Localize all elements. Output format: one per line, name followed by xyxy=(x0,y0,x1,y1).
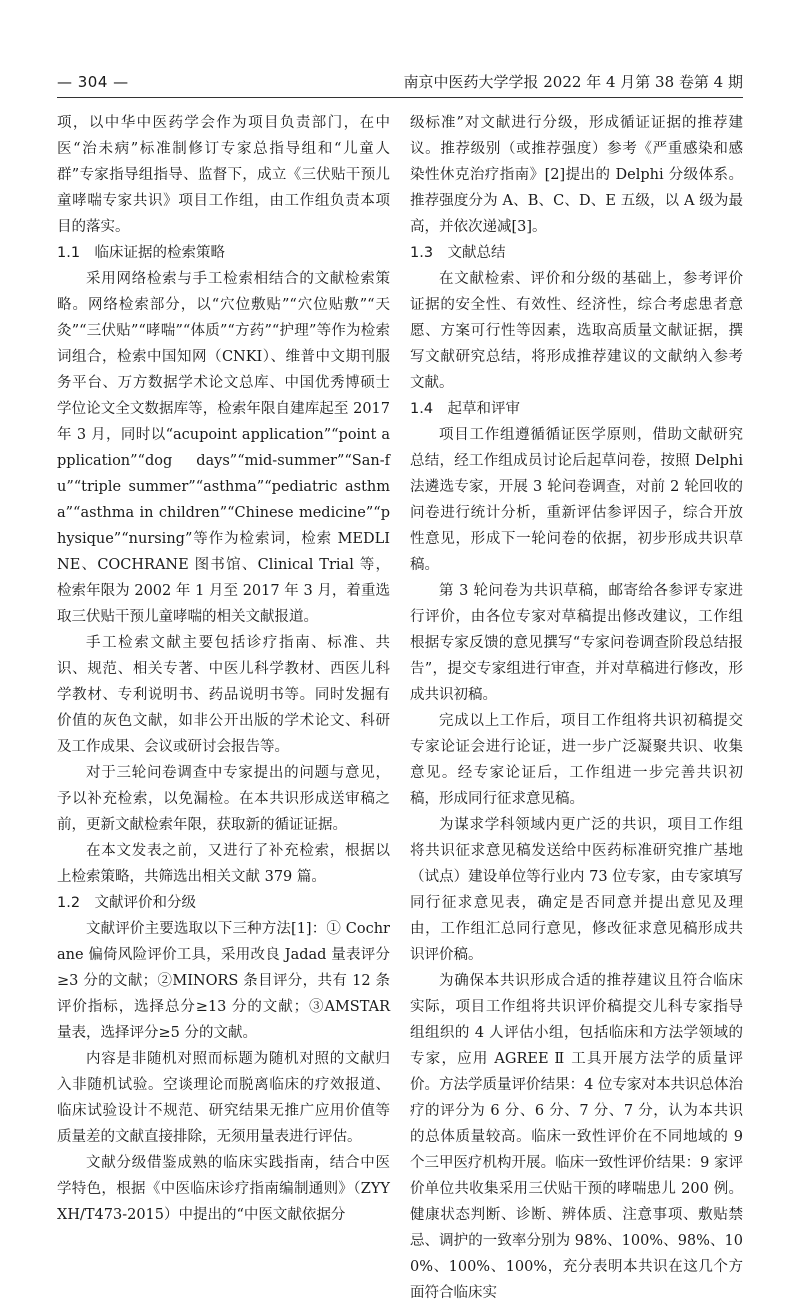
paragraph: 在文献检索、评价和分级的基础上，参考评价证据的安全性、有效性、经济性，综合考虑患者意愿、方案可行性等因素，选取高质量文献证据，撰写文献研究总结，将形成推荐建议的文献纳入参考文献。 xyxy=(410,271,743,391)
paragraph: 文献评价主要选取以下三种方法[1]：① Cochrane 偏倚风险评价工具，采用改良 Jadad 量表评分≥3 分的文献；②MINORS 条目评分，共有 12 条评价指标，选择总分≥13 分的文献；③AMSTAR 量表，选择评分≥5 分的文献。 xyxy=(57,921,390,1041)
paragraph: 级标准”对文献进行分级，形成循证证据的推荐建议。推荐级别（或推荐强度）参考《严重感染和感染性休克治疗指南》[2]提出的 Delphi 分级体系。推荐强度分为 A、B、C、D、E 五级，以 A 级为最高，并依次递减[3]。 xyxy=(410,115,743,235)
paragraph: 为确保本共识形成合适的推荐建议且符合临床实际，项目工作组将共识评价稿提交儿科专家指导组组织的 4 人评估小组，包括临床和方法学领域的专家，应用 AGREE Ⅱ 工具开展方法学的质量评价。方法学质量评价结果：4 位专家对本共识总体治疗的评分为 6 分、6 分、7 分、7 分，认为本共识的总体质量较高。临床一致性评价在不同地域的 9 个三甲医疗机构开展。临床一致性评价结果：9 家评价单位共收集采用三伏贴干预的哮喘患儿 200 例。健康状态判断、诊断、辨体质、注意事项、敷贴禁忌、调护的一致率分别为 98%、100%、98%、100%、100%、100%，充分表明本共识在这几个方面符合临床实 xyxy=(410,973,743,1301)
paragraph: 项，以中华中医药学会作为项目负责部门，在中医“治未病”标准制修订专家总指导组和“儿童人群”专家指导组指导、监督下，成立《三伏贴干预儿童哮喘专家共识》项目工作组，由工作组负责本项目的落实。 xyxy=(57,115,390,235)
section-heading: 1.4 起草和评审 xyxy=(410,401,521,417)
section-heading: 1.3 文献总结 xyxy=(410,245,506,261)
section-heading: 1.1 临床证据的检索策略 xyxy=(57,245,226,261)
paragraph: 完成以上工作后，项目工作组将共识初稿提交专家论证会进行论证，进一步广泛凝聚共识、收集意见。经专家论证后，工作组进一步完善共识初稿，形成同行征求意见稿。 xyxy=(410,713,743,807)
paragraph: 第 3 轮问卷为共识草稿，邮寄给各参评专家进行评价，由各位专家对草稿提出修改建议，工作组根据专家反馈的意见撰写“专家问卷调查阶段总结报告”，提交专家组进行审查，并对草稿进行修改，形成共识初稿。 xyxy=(410,583,743,703)
body-columns xyxy=(57,110,743,1301)
paragraph: 采用网络检索与手工检索相结合的文献检索策略。网络检索部分，以“穴位敷贴”“穴位贴敷”“天灸”“三伏贴”“哮喘”“体质”“方药”“护理”等作为检索词组合，检索中国知网（CNKI）、维普中文期刊服务平台、万方数据学术论文总库、中国优秀博硕士学位论文全文数据库等，检索年限自建库起至 2017 年 3 月，同时以“acupoint application”“point application”“dog days”“mid-summer”“San-fu”“triple summer”“asthma”“pediatric asthma”“asthma in children”“Chinese medicine”“physique”“nursing”等作为检索词，检索 MEDLINE、COCHRANE 图书馆、Clinical Trial 等，检索年限为 2002 年 1 月至 2017 年 3 月，着重选取三伏贴干预儿童哮喘的相关文献报道。 xyxy=(57,271,390,625)
paragraph: 项目工作组遵循循证医学原则，借助文献研究总结，经工作组成员讨论后起草问卷，按照 Delphi 法遴选专家，开展 3 轮问卷调查，对前 2 轮回收的问卷进行统计分析，重新评估参评因子，综合开放性意见，形成下一轮问卷的依据，初步形成共识草稿。 xyxy=(410,427,743,573)
paragraph: 为谋求学科领域内更广泛的共识，项目工作组将共识征求意见稿发送给中医药标准研究推广基地（试点）建设单位等行业内 73 位专家，由专家填写同行征求意见表，确定是否同意并提出意见及理由，工作组汇总同行意见，修改征求意见稿形成共识评价稿。 xyxy=(410,817,743,963)
paragraph: 对于三轮问卷调查中专家提出的问题与意见，予以补充检索，以免漏检。在本共识形成送审稿之前，更新文献检索年限，获取新的循证证据。 xyxy=(57,765,390,833)
paragraph: 手工检索文献主要包括诊疗指南、标准、共识、规范、相关专著、中医儿科学教材、西医儿科学教材、专利说明书、药品说明书等。同时发掘有价值的灰色文献，如非公开出版的学术论文、科研及工作成果、会议或研讨会报告等。 xyxy=(57,635,390,755)
journal-title: 南京中医药大学学报 2022 年 4 月第 38 卷第 4 期 xyxy=(403,73,743,91)
page-number: — 304 — xyxy=(57,73,129,91)
running-header xyxy=(57,70,743,94)
paragraph: 文献分级借鉴成熟的临床实践指南，结合中医学特色，根据《中医临床诊疗指南编制通则》（ZYYXH/T473-2015）中提出的“中医文献依据分 xyxy=(57,1155,390,1223)
right-column xyxy=(410,110,743,1301)
paragraph: 内容是非随机对照而标题为随机对照的文献归入非随机试验。空谈理论而脱离临床的疗效报道、临床试验设计不规范、研究结果无推广应用价值等质量差的文献直接排除，无须用量表进行评估。 xyxy=(57,1051,390,1145)
paragraph: 在本文发表之前，又进行了补充检索，根据以上检索策略，共筛选出相关文献 379 篇。 xyxy=(57,843,390,885)
header-rule xyxy=(57,97,743,98)
left-column xyxy=(57,110,390,1223)
section-heading: 1.2 文献评价和分级 xyxy=(57,895,197,911)
